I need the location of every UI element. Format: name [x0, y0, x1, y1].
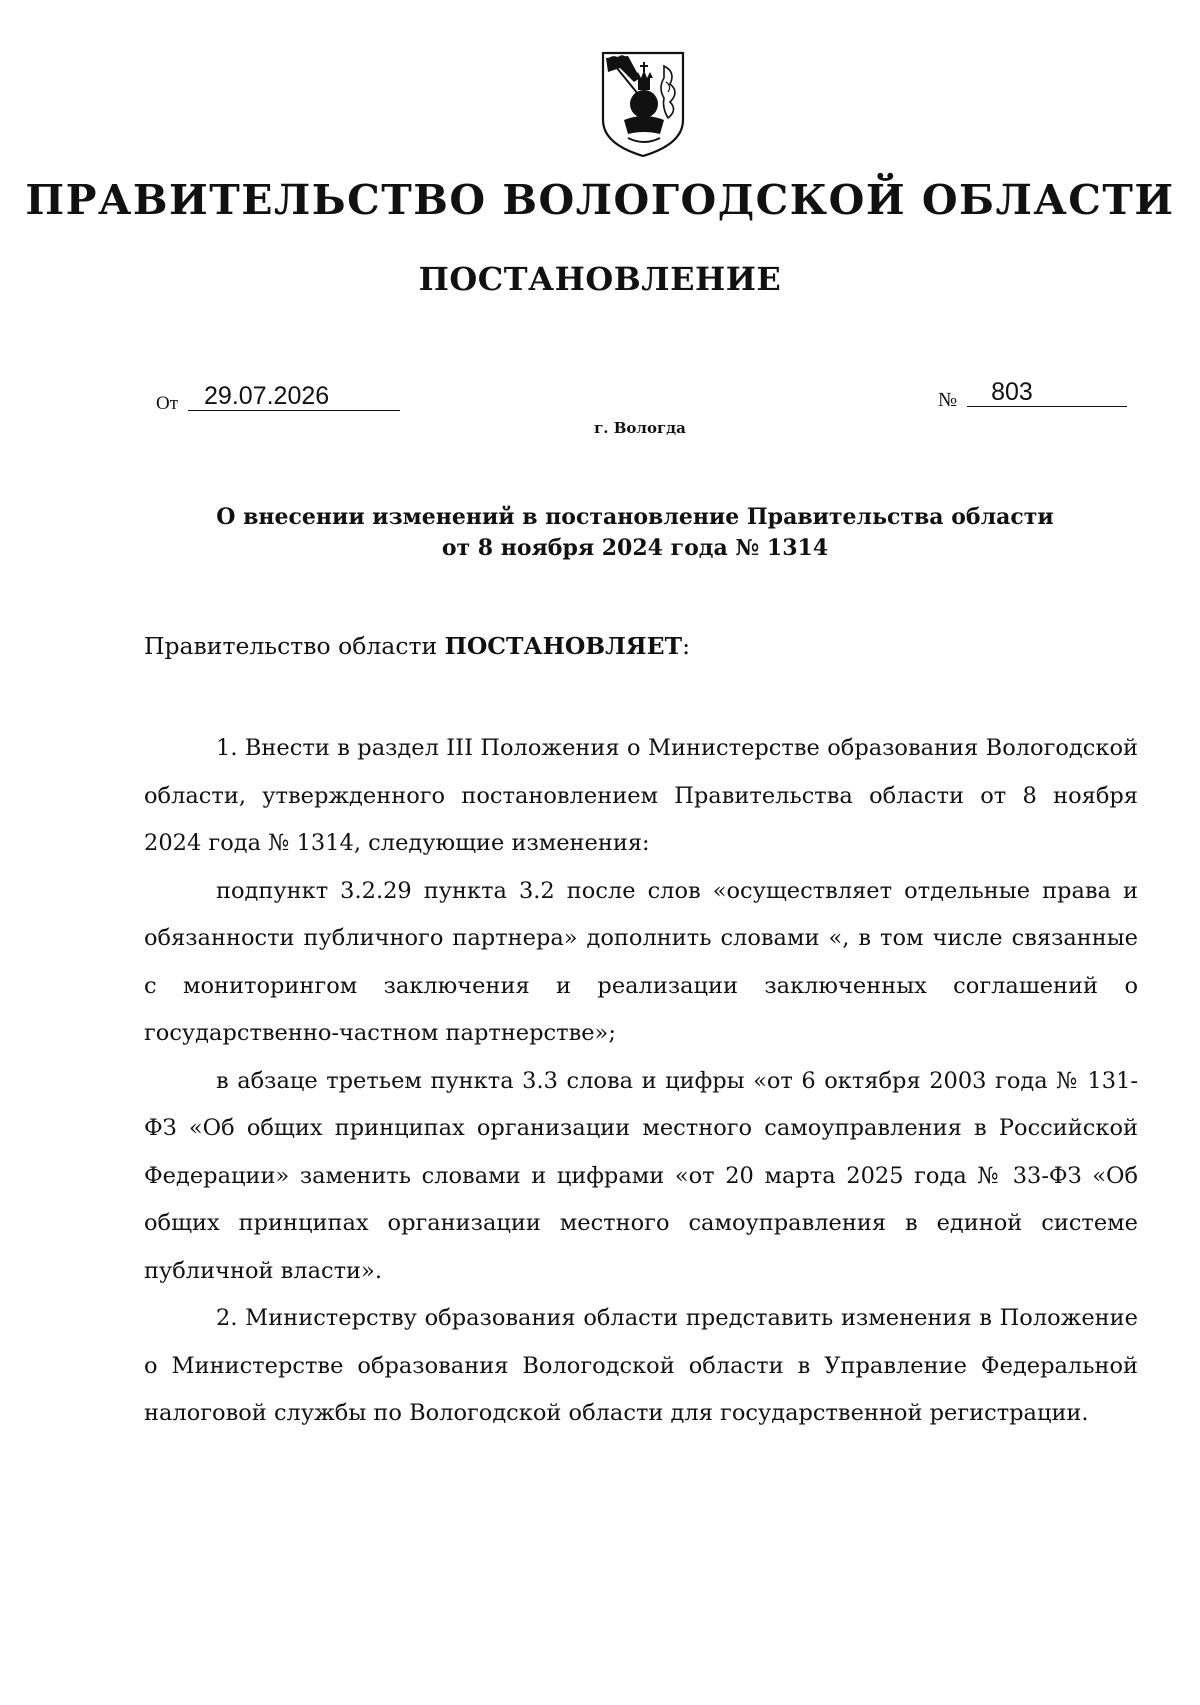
paragraph-subitem-3-3: в абзаце третьем пункта 3.3 слова и цифры «от 6 октября 2003 года № 131-ФЗ «Об общих принципах организации местного самоуправления в Российской Федерации» заменить словами и цифрами «от 20 марта 2025 года № 33-ФЗ «Об общих принципах организации местного самоуправления в единой системе публичной власти». — [144, 1067, 1138, 1284]
document-type-title: ПОСТАНОВЛЕНИЕ — [418, 260, 782, 298]
subject-line-1: О внесении изменений в постановление Правительства области — [216, 504, 1054, 530]
paragraph-subitem-3-2-29: подпункт 3.2.29 пункта 3.2 после слов «осуществляет отдельные права и обязанности публичного партнера» дополнить словами «, в том числе связанные с мониторингом заключения и реализации заключенных соглашений о государственно-частном партнерстве»; — [144, 877, 1138, 1046]
decree-keyword: ПОСТАНОВЛЯЕТ — [444, 632, 683, 660]
city-label: г. Вологда — [594, 419, 686, 437]
vologda-coat-of-arms-icon — [598, 48, 688, 160]
number-prefix: № — [938, 389, 958, 411]
decree-lead: Правительство области — [144, 632, 445, 660]
paragraph-item-1: 1. Внести в раздел III Положения о Министерстве образования Вологодской области, утвержденного постановлением Правительства области от 8 ноября 2024 года № 1314, следующие изменения: — [144, 735, 1138, 856]
date-prefix: От — [156, 393, 179, 414]
government-title: ПРАВИТЕЛЬСТВО ВОЛОГОДСКОЙ ОБЛАСТИ — [25, 176, 1175, 224]
document-body — [144, 725, 1138, 1438]
decree-statement — [144, 632, 690, 660]
date-field — [156, 382, 400, 415]
date-value: 29.07.2026 — [188, 382, 400, 411]
number-value: 803 — [967, 378, 1127, 407]
document-subject — [160, 502, 1110, 564]
decree-colon: : — [682, 632, 690, 660]
number-field — [938, 378, 1127, 413]
paragraph-item-2: 2. Министерству образования области представить изменения в Положение о Министерстве образования Вологодской области в Управление Федеральной налоговой службы по Вологодской области для государственной регистрации. — [144, 1305, 1138, 1426]
subject-line-2: от 8 ноября 2024 года № 1314 — [441, 535, 829, 561]
